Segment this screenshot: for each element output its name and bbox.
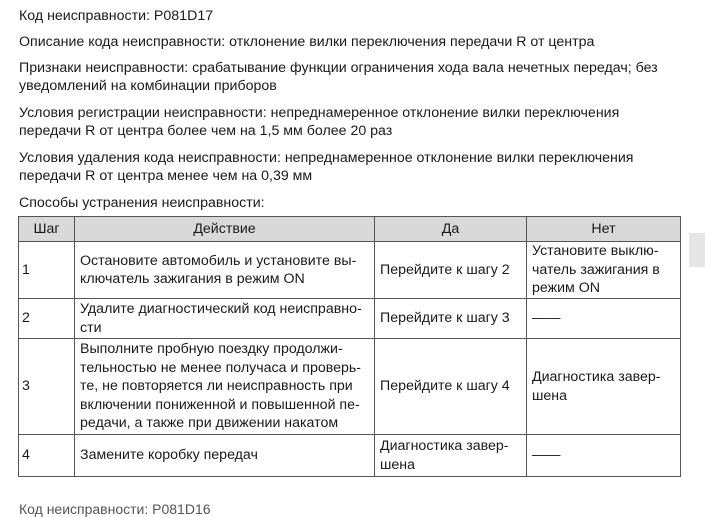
action-line: Выполните пробную поездку продолжи- — [80, 341, 343, 358]
table-row — [19, 435, 681, 477]
no-line: Установите выклю- — [532, 243, 659, 260]
removal-line-1: Условия удаления кода неисправности: непреднамеренное отклонение вилки переключения — [19, 150, 634, 166]
table-row — [19, 299, 681, 339]
action-line: тельностью не менее получаса и проверь- — [80, 359, 362, 376]
registration-line-1: Условия регистрации неисправности: непреднамеренное отклонение вилки переключения — [19, 105, 620, 121]
no-line: шена — [532, 387, 567, 404]
yes-line: Перейдите к шагу 4 — [380, 378, 510, 395]
action-line: Удалите диагностический код неисправно- — [80, 301, 362, 317]
action-line: включении пониженной и повышенной пе- — [80, 396, 360, 413]
symptoms-line-2: уведомлений на комбинации приборов — [19, 78, 277, 94]
header-action: Действие — [75, 217, 375, 242]
yes-cell — [375, 242, 527, 299]
removal-conditions-paragraph — [19, 149, 634, 185]
action-line: сти — [80, 319, 102, 336]
table-row — [19, 339, 681, 435]
action-line: ключатель зажигания в режим ON — [80, 271, 305, 287]
fault-code-line: Код неисправности: P081D17 — [19, 8, 214, 24]
scrollbar-thumb[interactable] — [689, 233, 705, 267]
troubleshooting-heading: Способы устранения неисправности: — [19, 195, 265, 211]
yes-line: Перейдите к шагу 3 — [380, 310, 510, 327]
no-cell — [527, 299, 681, 339]
no-cell — [527, 339, 681, 435]
troubleshooting-table — [18, 216, 681, 477]
step-cell: 4 — [19, 435, 75, 477]
table-header-row — [19, 217, 681, 242]
yes-cell — [375, 435, 527, 477]
step-cell: 3 — [19, 339, 75, 435]
action-cell — [75, 242, 375, 299]
yes-cell — [375, 339, 527, 435]
registration-conditions-paragraph — [19, 104, 619, 140]
step-cell: 2 — [19, 299, 75, 339]
action-line: Остановите автомобиль и установите вы- — [80, 252, 357, 269]
action-line: Замените коробку передач — [80, 447, 258, 464]
yes-line: Перейдите к шагу 2 — [380, 261, 510, 278]
fault-description-line: Описание кода неисправности: отклонение вилки переключения передачи R от центра — [19, 34, 595, 50]
no-line: чатель зажигания в — [532, 261, 660, 278]
no-line: —— — [532, 447, 561, 464]
yes-cell — [375, 299, 527, 339]
action-cell — [75, 299, 375, 339]
action-line: редачи, а также при движении накатом — [80, 415, 339, 432]
next-fault-code-line: Код неисправности: P081D16 — [19, 501, 211, 517]
action-line: те, не повторяется ли неисправность при — [80, 378, 353, 395]
action-cell — [75, 435, 375, 477]
no-line: режим ON — [532, 280, 601, 297]
no-cell — [527, 242, 681, 299]
action-cell — [75, 339, 375, 435]
fault-symptoms-paragraph — [19, 59, 658, 95]
header-yes: Да — [375, 217, 527, 242]
registration-line-2: передачи R от центра более чем на 1,5 мм более 20 раз — [19, 123, 393, 139]
no-cell — [527, 435, 681, 477]
table-row — [19, 242, 681, 299]
yes-line: Диагностика завер- — [380, 438, 509, 454]
no-line: —— — [532, 310, 561, 327]
header-step: Шаг — [19, 217, 75, 242]
symptoms-line-1: Признаки неисправности: срабатывание функции ограничения хода вала нечетных передач; без — [19, 60, 658, 76]
header-no: Нет — [527, 217, 681, 242]
yes-line: шена — [380, 456, 415, 473]
step-cell: 1 — [19, 242, 75, 299]
removal-line-2: передачи R от центра менее чем на 0,39 мм — [19, 168, 313, 184]
no-line: Диагностика завер- — [532, 369, 661, 385]
